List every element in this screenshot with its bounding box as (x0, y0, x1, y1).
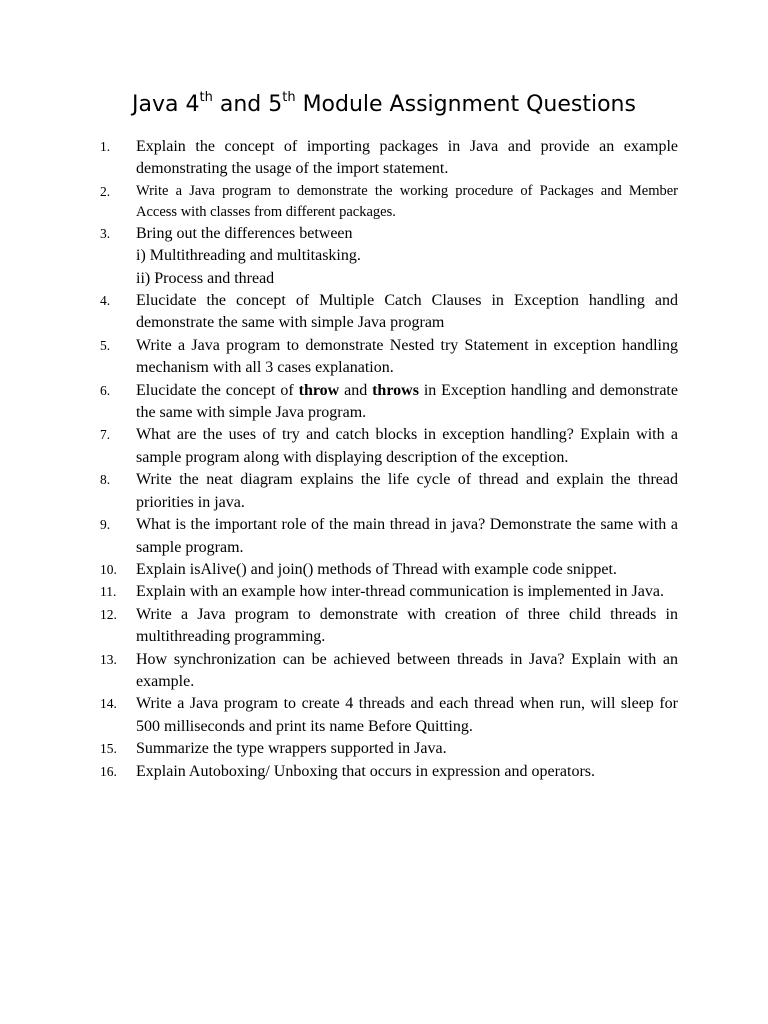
question-number: 5. (100, 337, 111, 353)
question-number: 6. (100, 382, 111, 398)
title-superscript-1: th (199, 89, 213, 105)
question-text: What is the important role of the main thread in java? Demonstrate the same with a sample program. (136, 516, 678, 556)
question-item (100, 290, 678, 335)
question-text: Write the neat diagram explains the life cycle of thread and explain the thread priorities in java. (136, 471, 678, 511)
question-text: Write a Java program to create 4 threads and each thread when run, will sleep for 500 milliseconds and print its name Before Quitting. (136, 695, 678, 735)
question-item (100, 604, 678, 649)
question-text: Bring out the differences between (136, 224, 353, 242)
keyword-throws: throws (372, 381, 419, 399)
question-text: Write a Java program to demonstrate with creation of three child threads in multithreading programming. (136, 605, 678, 646)
question-item (100, 649, 678, 694)
question-text: Summarize the type wrappers supported in Java. (136, 740, 447, 758)
question-text: How synchronization can be achieved between threads in Java? Explain with an example. (136, 650, 678, 690)
question-text-segment: Elucidate the concept of (136, 381, 299, 399)
question-text: Explain with an example how inter-thread communication is implemented in Java. (136, 583, 664, 601)
question-number: 8. (100, 472, 111, 488)
question-list (100, 136, 678, 783)
question-item (100, 761, 678, 783)
question-item (100, 514, 678, 559)
question-text-segment: in Exception handling and demonstrate the same with simple Java program. (136, 381, 678, 422)
question-item (100, 469, 678, 514)
title-part-1: Java 4 (132, 92, 200, 117)
question-number: 10. (100, 561, 117, 577)
question-number: 16. (100, 763, 117, 779)
question-text: Write a Java program to demonstrate Nested try Statement in exception handling mechanism with all 3 cases explanation. (136, 336, 678, 377)
question-number: 11. (100, 584, 117, 600)
question-text: Explain the concept of importing packages in Java and provide an example demonstrating the usage of the import statement. (136, 138, 678, 178)
title-superscript-2: th (282, 89, 296, 105)
question-number: 13. (100, 651, 117, 667)
question-number: 2. (100, 183, 111, 199)
question-text: Elucidate the concept of Multiple Catch Clauses in Exception handling and demonstrate the same with simple Java program (136, 292, 678, 332)
question-item (100, 380, 678, 425)
question-item (100, 738, 678, 760)
title-part-3: Module Assignment Questions (295, 92, 636, 117)
question-text: Explain Autoboxing/ Unboxing that occurs in expression and operators. (136, 762, 596, 780)
question-text: Write a Java program to demonstrate the working procedure of Packages and Member Access with classes from different packages. (136, 182, 678, 220)
keyword-throw: throw (298, 381, 340, 399)
question-number: 15. (100, 741, 117, 757)
question-number: 7. (100, 427, 111, 443)
question-subpoint: i) Multithreading and multitasking. (136, 247, 361, 265)
question-item (100, 693, 678, 738)
question-number: 14. (100, 696, 117, 712)
question-number: 1. (100, 139, 111, 154)
question-item (100, 136, 678, 181)
question-text (136, 380, 678, 425)
question-item (100, 424, 678, 469)
question-item (100, 559, 678, 581)
question-item (100, 223, 678, 290)
question-subpoint: ii) Process and thread (136, 269, 275, 287)
question-text: What are the uses of try and catch blocks in exception handling? Explain with a sample program along with displaying description of the exception. (136, 426, 678, 466)
question-number: 9. (100, 517, 111, 533)
title-part-2: and 5 (212, 92, 283, 117)
question-number: 4. (100, 293, 111, 309)
page-title (0, 90, 768, 120)
question-item (100, 181, 678, 223)
question-text: Explain isAlive() and join() methods of Thread with example code snippet. (136, 560, 617, 578)
question-number: 12. (100, 606, 117, 622)
question-text-segment: and (339, 381, 373, 399)
question-number: 3. (100, 225, 111, 241)
question-item (100, 335, 678, 380)
question-item (100, 581, 678, 603)
